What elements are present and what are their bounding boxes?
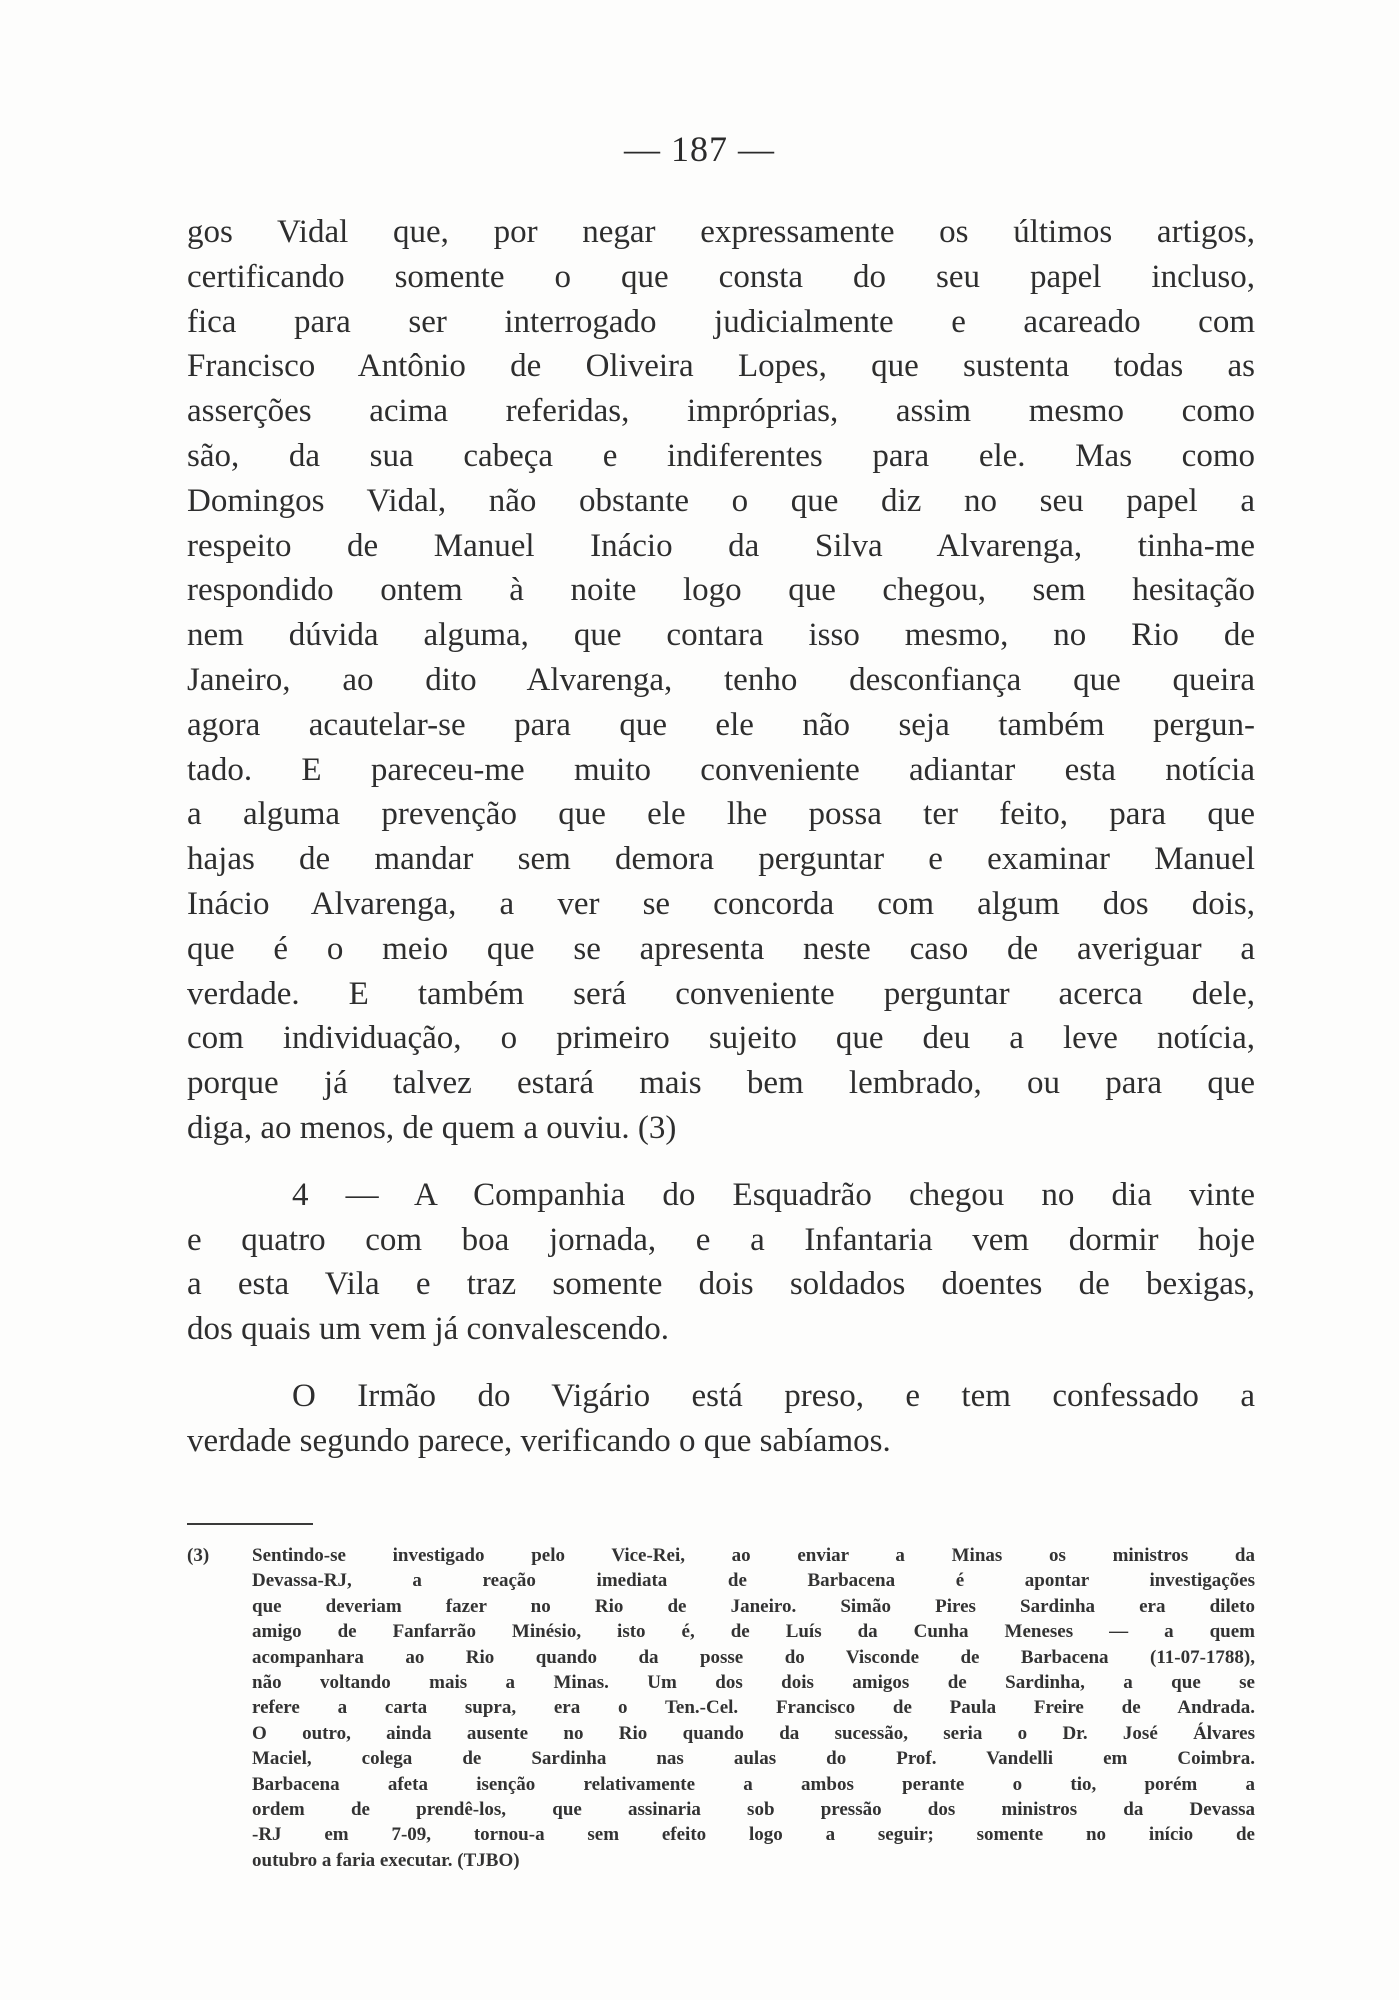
text-line: gos Vidal que, por negar expressamente os últimos artigos, xyxy=(187,214,1255,250)
footnote-line: Barbacena afeta isenção relativamente a ambos perante o tio, porém a xyxy=(252,1773,1255,1795)
text-line: são, da sua cabeça e indiferentes para ele. Mas como xyxy=(187,437,1255,474)
paragraph-spacer xyxy=(187,1352,1255,1374)
footnote-line: ordem de prendê-los, que assinaria sob pressão dos ministros da Devassa xyxy=(252,1798,1255,1820)
paragraph-2 xyxy=(187,1173,1255,1352)
text-line: Inácio Alvarenga, a ver se concorda com algum dos dois, xyxy=(187,885,1255,922)
text-line: agora acautelar-se para que ele não seja também pergun- xyxy=(187,706,1255,743)
footnote-text: Sentindo-se investigado pelo Vice-Rei, ao enviar a Minas os ministros da xyxy=(252,1545,1255,1566)
text-line: Francisco Antônio de Oliveira Lopes, que sustenta todas as xyxy=(187,348,1255,385)
text-line: a esta Vila e traz somente dois soldados doentes de bexigas, xyxy=(187,1266,1255,1303)
text-line: com individuação, o primeiro sujeito que deu a leve notícia, xyxy=(187,1020,1255,1057)
footnote-line: que deveriam fazer no Rio de Janeiro. Simão Pires Sardinha era dileto xyxy=(252,1595,1255,1617)
footnote-line: acompanhara ao Rio quando da posse do Visconde de Barbacena (11-07-1788), xyxy=(252,1646,1255,1668)
footnote-line: amigo de Fanfarrão Minésio, isto é, de Luís da Cunha Meneses — a quem xyxy=(252,1621,1255,1643)
footnote-line: Devassa-RJ, a reação imediata de Barbacena é apontar investigações xyxy=(252,1570,1255,1592)
page-number: — 187 — xyxy=(624,129,775,169)
text-line: fica para ser interrogado judicialmente e acareado com xyxy=(187,303,1255,340)
text-line: O Irmão do Vigário está preso, e tem confessado a xyxy=(292,1377,1255,1414)
footnote-divider xyxy=(187,1523,313,1525)
footnote-3 xyxy=(187,1543,1255,1873)
footnote-marker: (3) xyxy=(187,1545,210,1566)
text-line: hajas de mandar sem demora perguntar e examinar Manuel xyxy=(187,841,1255,878)
paragraph-spacer xyxy=(187,1151,1255,1173)
text-line: nem dúvida alguma, que contara isso mesmo, no Rio de xyxy=(187,617,1255,654)
footnote-line: O outro, ainda ausente no Rio quando da sucessão, seria o Dr. José Álvares xyxy=(252,1722,1255,1744)
footnote-line: Maciel, colega de Sardinha nas aulas do Prof. Vandelli em Coimbra. xyxy=(252,1748,1255,1770)
text-line: 4 — A Companhia do Esquadrão chegou no dia vinte xyxy=(292,1176,1255,1213)
text-line: e quatro com boa jornada, e a Infantaria vem dormir hoje xyxy=(187,1221,1255,1258)
text-line: certificando somente o que consta do seu papel incluso, xyxy=(187,258,1255,295)
text-line: porque já talvez estará mais bem lembrado, ou para que xyxy=(187,1065,1255,1102)
text-line: respondido ontem à noite logo que chegou, sem hesitação xyxy=(187,572,1255,609)
text-line: que é o meio que se apresenta neste caso de averiguar a xyxy=(187,930,1255,967)
text-line: Janeiro, ao dito Alvarenga, tenho desconfiança que queira xyxy=(187,661,1255,698)
text-line: respeito de Manuel Inácio da Silva Alvarenga, tinha-me xyxy=(187,527,1255,564)
text-line: verdade segundo parece, verificando o que sabíamos. xyxy=(187,1422,891,1459)
text-line: verdade. E também será conveniente perguntar acerca dele, xyxy=(187,975,1255,1012)
paragraph-3 xyxy=(187,1374,1255,1464)
text-line: dos quais um vem já convalescendo. xyxy=(187,1311,670,1348)
footnote-line: outubro a faria executar. (TJBO) xyxy=(252,1849,520,1871)
footnote-line: refere a carta supra, era o Ten.-Cel. Francisco de Paula Freire de Andrada. xyxy=(252,1697,1255,1719)
footnote-line xyxy=(187,1543,1255,1568)
text-line: asserções acima referidas, impróprias, assim mesmo como xyxy=(187,393,1255,430)
footnote-line: -RJ em 7-09, tornou-a sem efeito logo a seguir; somente no início de xyxy=(252,1824,1255,1846)
paragraph-1 xyxy=(187,210,1255,1151)
body-text xyxy=(187,210,1255,1464)
text-line: a alguma prevenção que ele lhe possa ter feito, para que xyxy=(187,796,1255,833)
text-line: tado. E pareceu-me muito conveniente adiantar esta notícia xyxy=(187,751,1255,788)
text-line-with-footnote-ref: diga, ao menos, de quem a ouviu. (3) xyxy=(187,1109,677,1146)
footnote-line: não voltando mais a Minas. Um dos dois amigos de Sardinha, a que se xyxy=(252,1671,1255,1693)
text-line: Domingos Vidal, não obstante o que diz no seu papel a xyxy=(187,482,1255,519)
